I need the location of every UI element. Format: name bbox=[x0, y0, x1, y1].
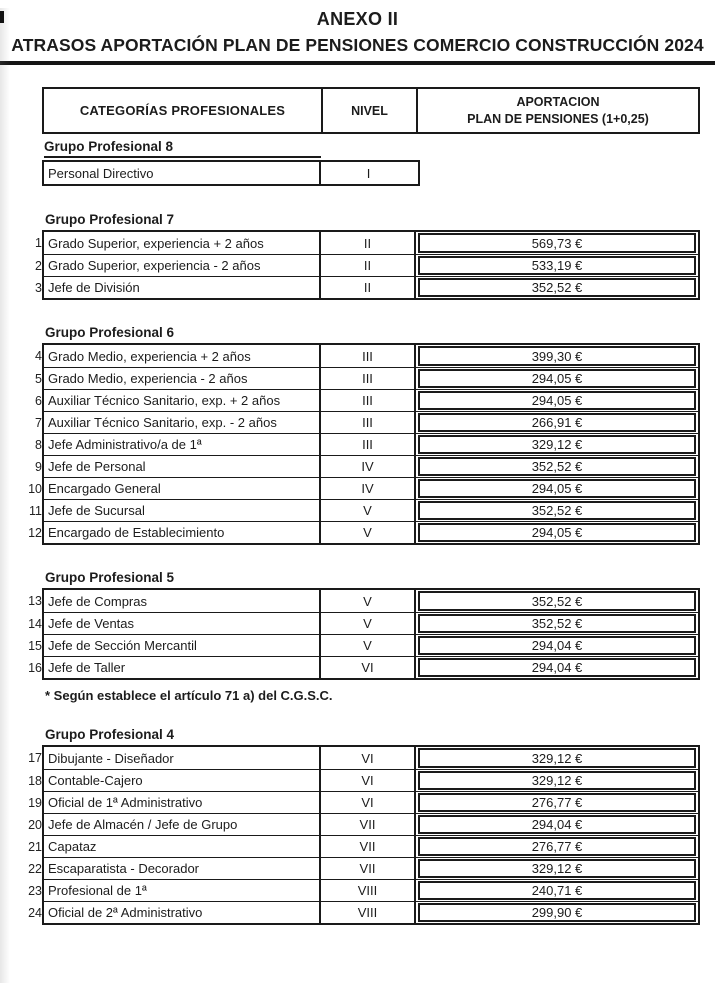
row-number: 8 bbox=[35, 437, 42, 452]
amount-box: 352,52 € bbox=[418, 614, 696, 633]
amount-box: 276,77 € bbox=[418, 793, 696, 812]
category-cell: Encargado General bbox=[44, 478, 321, 499]
table-row bbox=[44, 162, 418, 184]
table-row bbox=[28, 769, 698, 791]
amount-cell bbox=[416, 792, 698, 813]
group-section-7 bbox=[0, 211, 715, 300]
level-cell: IV bbox=[321, 456, 416, 477]
table-row bbox=[35, 367, 698, 389]
page-subtitle: ATRASOS APORTACIÓN PLAN DE PENSIONES COMERCIO CONSTRUCCIÓN 2024 bbox=[11, 35, 704, 55]
category-cell: Grado Superior, experiencia - 2 años bbox=[44, 255, 321, 276]
amount-box: 294,04 € bbox=[418, 636, 696, 655]
amount-cell bbox=[416, 590, 698, 612]
row-number: 22 bbox=[28, 861, 42, 876]
table-row bbox=[29, 499, 698, 521]
level-cell: II bbox=[321, 277, 416, 298]
amount-cell bbox=[416, 277, 698, 298]
level-cell: V bbox=[321, 590, 416, 612]
table-row bbox=[28, 791, 698, 813]
level-cell: III bbox=[321, 412, 416, 433]
header-categories: CATEGORÍAS PROFESIONALES bbox=[44, 89, 323, 132]
level-cell: III bbox=[321, 368, 416, 389]
level-cell: VIII bbox=[321, 902, 416, 923]
category-cell: Jefe de Sección Mercantil bbox=[44, 635, 321, 656]
level-cell: V bbox=[321, 500, 416, 521]
group-label: Grupo Profesional 7 bbox=[45, 212, 175, 227]
category-cell: Encargado de Establecimiento bbox=[44, 522, 321, 543]
row-number: 15 bbox=[28, 638, 42, 653]
amount-cell bbox=[416, 522, 698, 543]
table-row bbox=[35, 455, 698, 477]
row-number: 4 bbox=[35, 349, 42, 363]
category-cell: Dibujante - Diseñador bbox=[44, 747, 321, 769]
amount-cell bbox=[416, 368, 698, 389]
level-cell: VI bbox=[321, 657, 416, 678]
level-cell: III bbox=[321, 390, 416, 411]
amount-cell bbox=[416, 770, 698, 791]
amount-cell bbox=[416, 345, 698, 367]
group-section-8 bbox=[0, 138, 715, 186]
amount-box: 240,71 € bbox=[418, 881, 696, 900]
level-cell: VII bbox=[321, 814, 416, 835]
level-cell: VII bbox=[321, 836, 416, 857]
group-table bbox=[28, 343, 700, 545]
category-cell: Jefe Administrativo/a de 1ª bbox=[44, 434, 321, 455]
amount-cell bbox=[416, 814, 698, 835]
category-cell: Auxiliar Técnico Sanitario, exp. + 2 años bbox=[44, 390, 321, 411]
category-cell: Contable-Cajero bbox=[44, 770, 321, 791]
header-contribution-line2: PLAN DE PENSIONES (1+0,25) bbox=[467, 112, 649, 127]
row-number: 20 bbox=[28, 817, 42, 832]
table-row bbox=[35, 411, 698, 433]
footnote: * Según establece el artículo 71 a) del C.G.S.C. bbox=[45, 688, 333, 703]
category-cell: Grado Medio, experiencia - 2 años bbox=[44, 368, 321, 389]
category-cell: Oficial de 2ª Administrativo bbox=[44, 902, 321, 923]
amount-cell bbox=[416, 902, 698, 923]
amount-cell bbox=[416, 390, 698, 411]
title-rule bbox=[0, 61, 715, 65]
row-number: 12 bbox=[28, 525, 42, 540]
amount-cell bbox=[416, 500, 698, 521]
amount-box: 299,90 € bbox=[418, 903, 696, 922]
amount-box: 399,30 € bbox=[418, 346, 696, 366]
category-cell: Jefe de Compras bbox=[44, 590, 321, 612]
amount-box: 329,12 € bbox=[418, 435, 696, 454]
category-cell: Oficial de 1ª Administrativo bbox=[44, 792, 321, 813]
category-cell: Personal Directivo bbox=[44, 162, 321, 184]
row-number: 9 bbox=[35, 459, 42, 474]
row-number: 6 bbox=[35, 393, 42, 408]
table-row bbox=[35, 232, 698, 254]
table-row bbox=[28, 813, 698, 835]
header-contribution-line1: APORTACION bbox=[516, 94, 600, 109]
scan-artifact-mark bbox=[0, 11, 4, 23]
header-contribution bbox=[418, 89, 698, 132]
amount-box: 329,12 € bbox=[418, 748, 696, 768]
category-cell: Jefe de División bbox=[44, 277, 321, 298]
amount-cell bbox=[416, 232, 698, 254]
amount-box: 294,05 € bbox=[418, 523, 696, 542]
category-cell: Jefe de Taller bbox=[44, 657, 321, 678]
category-cell: Jefe de Sucursal bbox=[44, 500, 321, 521]
amount-box: 266,91 € bbox=[418, 413, 696, 432]
group-section-4 bbox=[0, 726, 715, 925]
row-number: 2 bbox=[35, 258, 42, 273]
amount-cell bbox=[416, 412, 698, 433]
group-table bbox=[35, 230, 700, 300]
level-cell: V bbox=[321, 613, 416, 634]
group-label: Grupo Profesional 6 bbox=[45, 325, 175, 340]
amount-cell bbox=[416, 880, 698, 901]
row-number: 21 bbox=[28, 839, 42, 854]
table-row bbox=[28, 590, 698, 612]
row-number: 24 bbox=[28, 905, 42, 920]
level-cell: III bbox=[321, 434, 416, 455]
table-row bbox=[28, 477, 698, 499]
amount-cell bbox=[416, 635, 698, 656]
amount-box: 276,77 € bbox=[418, 837, 696, 856]
table-row bbox=[28, 879, 698, 901]
table-row bbox=[28, 835, 698, 857]
category-cell: Escaparatista - Decorador bbox=[44, 858, 321, 879]
amount-box: 294,04 € bbox=[418, 815, 696, 834]
table-header bbox=[42, 87, 700, 134]
table-row bbox=[28, 634, 698, 656]
row-number: 3 bbox=[35, 280, 42, 295]
amount-box: 352,52 € bbox=[418, 501, 696, 520]
row-number: 5 bbox=[35, 371, 42, 386]
amount-cell bbox=[416, 255, 698, 276]
row-number: 7 bbox=[35, 415, 42, 430]
category-cell: Jefe de Personal bbox=[44, 456, 321, 477]
category-cell: Profesional de 1ª bbox=[44, 880, 321, 901]
row-number: 19 bbox=[28, 795, 42, 810]
amount-box: 294,04 € bbox=[418, 658, 696, 677]
group-section-5 bbox=[0, 569, 715, 680]
group-label: Grupo Profesional 8 bbox=[44, 138, 321, 158]
group-table bbox=[28, 745, 700, 925]
page-title: ANEXO II bbox=[316, 9, 399, 29]
table-row bbox=[35, 433, 698, 455]
table-row bbox=[28, 612, 698, 634]
amount-cell bbox=[416, 836, 698, 857]
table-row bbox=[28, 747, 698, 769]
amount-box: 294,05 € bbox=[418, 479, 696, 498]
level-cell: I bbox=[366, 165, 371, 181]
category-cell: Jefe de Almacén / Jefe de Grupo bbox=[44, 814, 321, 835]
table-row bbox=[35, 254, 698, 276]
row-number: 17 bbox=[28, 751, 42, 765]
level-cell: III bbox=[321, 345, 416, 367]
group-section-6 bbox=[0, 324, 715, 545]
row-number: 13 bbox=[28, 594, 42, 608]
category-cell: Jefe de Ventas bbox=[44, 613, 321, 634]
amount-box: 294,05 € bbox=[418, 369, 696, 388]
group-table bbox=[42, 160, 420, 186]
table-row bbox=[35, 389, 698, 411]
amount-cell bbox=[416, 747, 698, 769]
amount-cell bbox=[416, 434, 698, 455]
amount-cell bbox=[416, 478, 698, 499]
row-number: 18 bbox=[28, 773, 42, 788]
row-number: 11 bbox=[29, 503, 42, 518]
row-number: 14 bbox=[28, 616, 42, 631]
table-row bbox=[35, 276, 698, 298]
amount-box: 329,12 € bbox=[418, 859, 696, 878]
amount-box: 294,05 € bbox=[418, 391, 696, 410]
level-cell: V bbox=[321, 522, 416, 543]
group-table bbox=[28, 588, 700, 680]
category-cell: Capataz bbox=[44, 836, 321, 857]
amount-box: 352,52 € bbox=[418, 457, 696, 476]
amount-cell bbox=[416, 858, 698, 879]
amount-box: 352,52 € bbox=[418, 278, 696, 297]
amount-cell bbox=[416, 613, 698, 634]
category-cell: Grado Medio, experiencia + 2 años bbox=[44, 345, 321, 367]
category-cell: Auxiliar Técnico Sanitario, exp. - 2 años bbox=[44, 412, 321, 433]
level-cell: VI bbox=[321, 747, 416, 769]
amount-cell bbox=[416, 657, 698, 678]
row-number: 16 bbox=[28, 660, 42, 675]
level-cell: IV bbox=[321, 478, 416, 499]
table-row bbox=[28, 857, 698, 879]
amount-box: 352,52 € bbox=[418, 591, 696, 611]
level-cell: V bbox=[321, 635, 416, 656]
amount-box: 533,19 € bbox=[418, 256, 696, 275]
table-row bbox=[35, 345, 698, 367]
level-cell: II bbox=[321, 232, 416, 254]
table-row bbox=[28, 521, 698, 543]
amount-cell bbox=[416, 456, 698, 477]
level-cell: VIII bbox=[321, 880, 416, 901]
level-cell: II bbox=[321, 255, 416, 276]
table-row bbox=[28, 656, 698, 678]
level-cell: VII bbox=[321, 858, 416, 879]
row-number: 10 bbox=[28, 481, 42, 496]
row-number: 1 bbox=[35, 236, 42, 250]
category-cell: Grado Superior, experiencia + 2 años bbox=[44, 232, 321, 254]
header-level: NIVEL bbox=[323, 89, 418, 132]
amount-box: 329,12 € bbox=[418, 771, 696, 790]
group-label: Grupo Profesional 4 bbox=[45, 727, 175, 742]
table-row bbox=[28, 901, 698, 923]
row-number: 23 bbox=[28, 883, 42, 898]
level-cell: VI bbox=[321, 770, 416, 791]
amount-box: 569,73 € bbox=[418, 233, 696, 253]
group-label: Grupo Profesional 5 bbox=[45, 570, 175, 585]
level-cell: VI bbox=[321, 792, 416, 813]
